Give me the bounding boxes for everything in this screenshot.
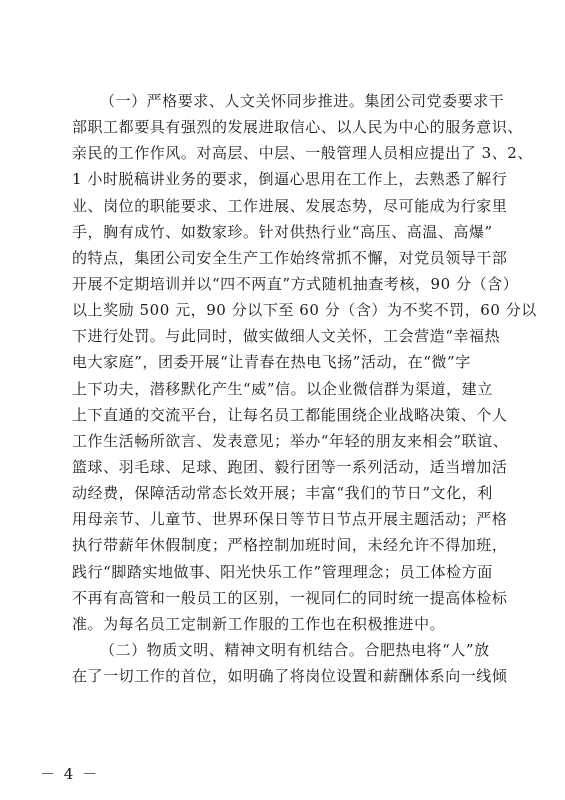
text-line: 亲民的工作作风。对高层、中层、一般管理人员相应提出了 3、2、 [72,144,533,163]
text-line: 手，胸有成竹、如数家珍。针对供热行业“高压、高温、高爆” [72,222,493,241]
text-line: 开展不定期培训并以“四不两直”方式随机抽查考核，90 分（含） [72,274,519,293]
text-line: 电大家庭”，团委开展“让青春在热电飞扬”活动，在“微”字 [72,353,471,372]
body-text [72,88,537,689]
text-line: 践行“脚踏实地做事、阳光快乐工作”管理理念；员工体检方面 [72,562,493,581]
text-line: 工作生活畅所欲言、发表意见；举办“年轻的朋友来相会”联谊、 [72,431,509,450]
text-line: 执行带薪年休假制度；严格控制加班时间，未经允许不得加班， [72,536,508,555]
text-line: 下进行处罚。与此同时，做实做细人文关怀，工会营造“幸福热 [72,327,501,346]
text-line: 上下直通的交流平台，让每名员工都能围绕企业战略决策、个人 [72,405,508,424]
page-number: － 4 － [40,765,100,783]
text-line: 1 小时脱稿讲业务的要求，倒逼心思用在工作上，去熟悉了解行 [72,170,508,189]
text-line: 用母亲节、儿童节、世界环保日等节日节点开展主题活动；严格 [72,510,508,529]
text-line: 动经费，保障活动常态长效开展；丰富“我们的节日”文化，利 [72,484,493,503]
text-line: 在了一切工作的首位，如明确了将岗位设置和薪酬体系向一线倾 [72,667,508,686]
text-line: 业、岗位的职能要求、工作进展、发展态势，尽可能成为行家里 [72,196,508,215]
text-line: 以上奖励 500 元，90 分以下至 60 分（含）为不奖不罚，60 分以 [72,301,537,320]
text-line: 篮球、羽毛球、足球、跑团、毅行团等一系列活动，适当增加活 [72,457,508,476]
text-line: 上下功夫，潜移默化产生“威”信。以企业微信群为渠道，建立 [72,379,493,398]
text-line: 部职工都要具有强烈的发展进取信心、以人民为中心的服务意识、 [72,118,523,137]
text-line: 准。为每名员工定制新工作服的工作也在积极推进中。 [72,614,446,633]
paragraph-first-line: （一）严格要求、人文关怀同步推进。集团公司党委要求干 [100,92,505,110]
text-line: 的特点，集团公司安全生产工作始终常抓不懈，对党员领导干部 [72,248,508,267]
paragraph-first-line: （二）物质文明、精神文明有机结合。合肥热电将“人”放 [100,640,490,659]
text-line: 不再有高管和一般员工的区别，一视同仁的同时统一提高体检标 [72,588,508,607]
